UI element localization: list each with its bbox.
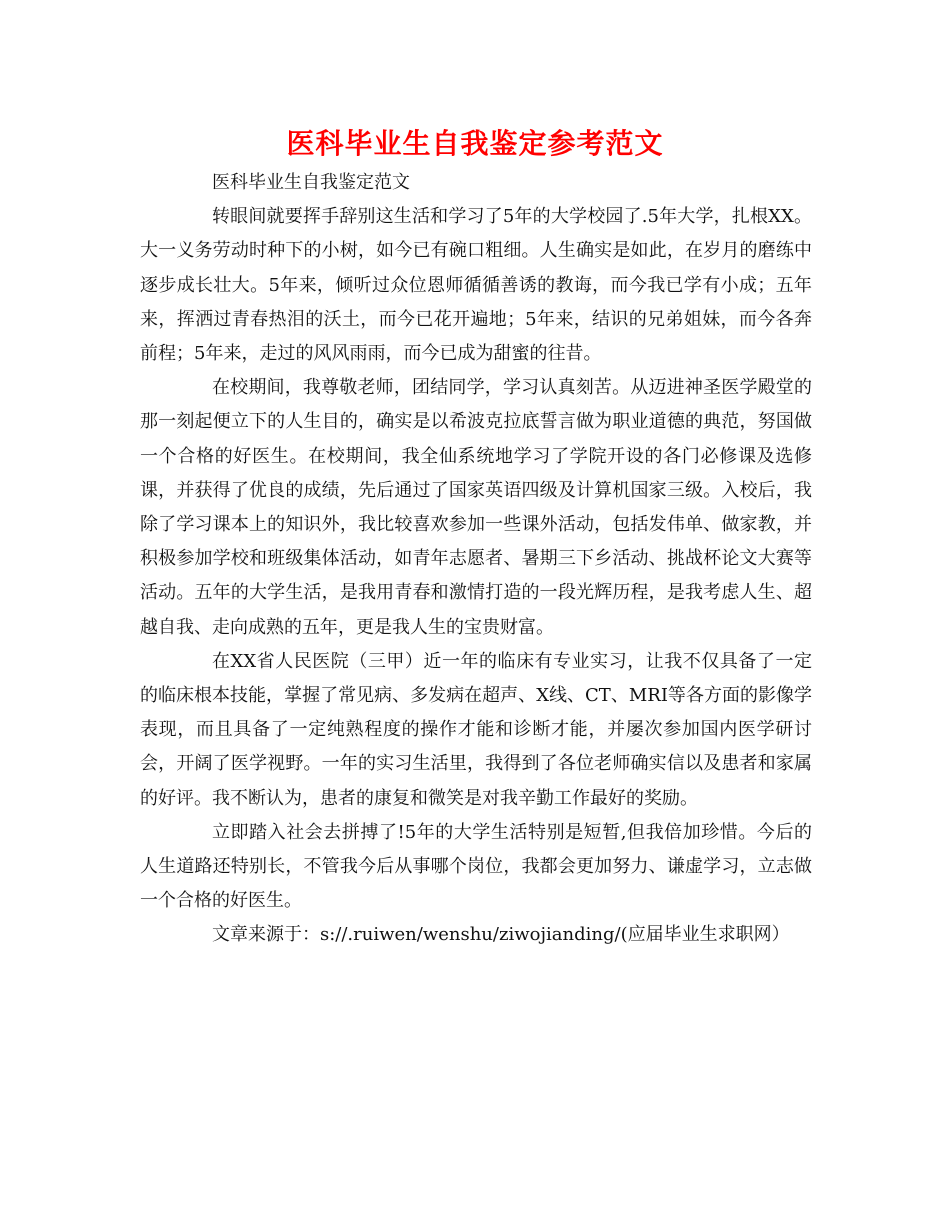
source-line: 文章来源于：s://.ruiwen/wenshu/ziwojianding/(应届毕业生求职网） xyxy=(212,924,790,946)
paragraph-1: 转眼间就要挥手辞别这生活和学习了5年的大学校园了.5年大学，扎根XX。大一义务劳动时种下的小树，如今已有碗口粗细。人生确实是如此，在岁月的磨练中逐步成长壮大。5年来，倾听过众位恩师循循善诱的教诲，而今我已学有小成；五年来，挥洒过青春热泪的沃土，而今已花开遍地；5年来，结识的兄弟姐妹，而今各奔前程；5年来，走过的风风雨雨，而今已成为甜蜜的往昔。 xyxy=(140,206,812,365)
document-title: 医科毕业生自我鉴定参考范文 xyxy=(286,127,664,160)
document-subtitle: 医科毕业生自我鉴定范文 xyxy=(212,172,410,193)
document-body xyxy=(140,166,812,953)
paragraph-3: 在XX省人民医院（三甲）近一年的临床有专业实习，让我不仅具备了一定的临床根本技能，掌握了常见病、多发病在超声、X线、CT、MRI等各方面的影像学表现，而且具备了一定纯熟程度的操作才能和诊断才能，并屡次参加国内医学研讨会，开阔了医学视野。一年的实习生活里，我得到了各位老师确实信以及患者和家属的好评。我不断认为，患者的康复和微笑是对我辛勤工作最好的奖励。 xyxy=(140,650,812,809)
paragraph-2: 在校期间，我尊敬老师，团结同学，学习认真刻苦。从迈进神圣医学殿堂的那一刻起便立下的人生目的，确实是以希波克拉底誓言做为职业道德的典范，努国做一个合格的好医生。在校期间，我全仙系统地学习了学院开设的各门必修课及选修课，并获得了优良的成绩，先后通过了国家英语四级及计算机国家三级。入校后，我除了学习课本上的知识外，我比较喜欢参加一些课外活动，包括发伟单、做家教，并积极参加学校和班级集体活动，如青年志愿者、暑期三下乡活动、挑战杯论文大赛等活动。五年的大学生活，是我用青春和激情打造的一段光辉历程，是我考虑人生、超越自我、走向成熟的五年，更是我人生的宝贵财富。 xyxy=(140,377,812,638)
paragraph-4: 立即踏入社会去拼搏了!5年的大学生活特别是短暂,但我倍加珍惜。今后的人生道路还特别长，不管我今后从事哪个岗位，我都会更加努力、谦虚学习，立志做一个合格的好医生。 xyxy=(140,821,812,912)
